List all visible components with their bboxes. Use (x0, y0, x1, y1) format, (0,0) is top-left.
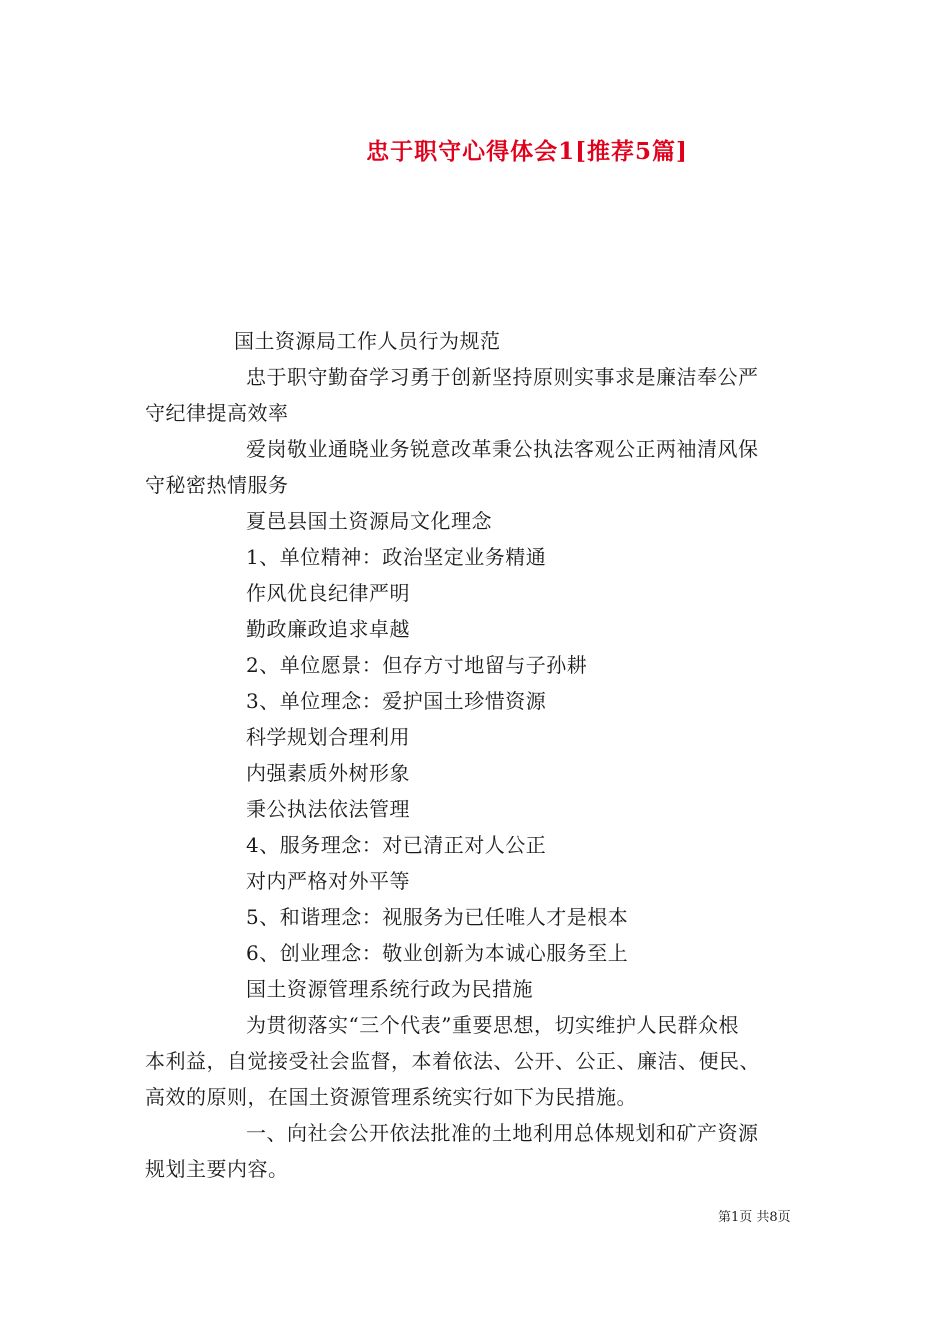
body-line: 夏邑县国土资源局文化理念 (246, 509, 492, 533)
page-title: 忠于职守心得体会1[推荐5篇] (366, 138, 688, 165)
body-line: 科学规划合理利用 (246, 725, 410, 749)
body-line: 本利益，自觉接受社会监督，本着依法、公开、公正、廉洁、便民、 (145, 1049, 760, 1073)
body-line: 6、创业理念：敬业创新为本诚心服务至上 (246, 941, 629, 965)
body-line: 2、单位愿景：但存方寸地留与子孙耕 (246, 653, 588, 677)
body-line: 4、服务理念：对已清正对人公正 (246, 833, 547, 857)
page-footer: 第1页 共8页 (718, 1210, 791, 1225)
body-line: 忠于职守勤奋学习勇于创新坚持原则实事求是廉洁奉公严 (246, 365, 759, 389)
body-line: 国土资源管理系统行政为民措施 (246, 977, 533, 1001)
body-line: 规划主要内容。 (145, 1157, 289, 1181)
body-line: 勤政廉政追求卓越 (246, 617, 410, 641)
body-line: 一、向社会公开依法批准的土地利用总体规划和矿产资源 (246, 1121, 759, 1145)
body-line: 1、单位精神：政治坚定业务精通 (246, 545, 547, 569)
body-line: 守纪律提高效率 (145, 401, 289, 425)
body-line: 守秘密热情服务 (145, 473, 289, 497)
body-line: 5、和谐理念：视服务为已任唯人才是根本 (246, 905, 629, 929)
body-line: 国土资源局工作人员行为规范 (234, 329, 501, 353)
body-line: 高效的原则，在国土资源管理系统实行如下为民措施。 (145, 1085, 637, 1109)
body-line: 3、单位理念：爱护国土珍惜资源 (246, 689, 547, 713)
body-line: 为贯彻落实“三个代表”重要思想，切实维护人民群众根 (246, 1013, 739, 1037)
body-line: 作风优良纪律严明 (246, 581, 410, 605)
body-line: 对内严格对外平等 (246, 869, 410, 893)
body-line: 秉公执法依法管理 (246, 797, 410, 821)
body-line: 爱岗敬业通晓业务锐意改革秉公执法客观公正两袖清风保 (246, 437, 759, 461)
body-line: 内强素质外树形象 (246, 761, 410, 785)
